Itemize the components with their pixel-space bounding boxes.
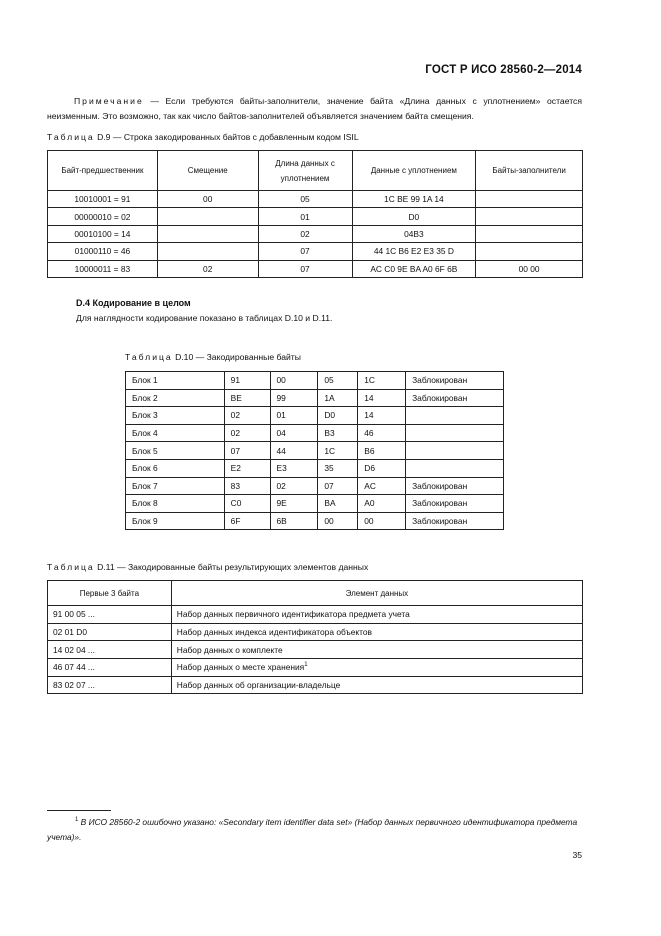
table-cell: D0	[352, 208, 476, 225]
table-cell: 00010100 = 14	[48, 225, 158, 242]
table-cell: 14	[358, 407, 406, 425]
table-cell	[406, 459, 504, 477]
table-cell: 02	[258, 225, 352, 242]
table-cell: BE	[224, 389, 270, 407]
table-cell: 44	[270, 442, 318, 460]
table-d9-caption-lead: Таблица	[47, 132, 95, 142]
cell-text: Набор данных о комплекте	[176, 644, 283, 655]
table-cell	[406, 407, 504, 425]
table-cell: Блок 1	[126, 372, 225, 390]
table-cell	[171, 606, 582, 624]
table-cell: B3	[318, 424, 358, 442]
footnote-number: 1	[75, 817, 79, 824]
table-cell: 1C	[358, 372, 406, 390]
table-cell: 05	[258, 191, 352, 208]
note-text: — Если требуются байты-заполнители, значение байта «Длина данных с уплотнением» остается неизменным. Это возможно, так как число байтов-заполнителей объявляется значением байта смещения.	[47, 96, 582, 121]
table-d11-caption-lead: Таблица	[47, 562, 95, 572]
table-cell: C0	[224, 495, 270, 513]
table-cell: 1C	[318, 442, 358, 460]
table-cell	[476, 191, 583, 208]
table-d11	[47, 580, 583, 694]
table-cell: Заблокирован	[406, 477, 504, 495]
table-cell: D6	[358, 459, 406, 477]
table-cell: AC	[358, 477, 406, 495]
table-cell: 10000011 = 83	[48, 260, 158, 277]
table-row	[48, 641, 583, 659]
table-cell	[171, 623, 582, 641]
footnote-ref: 1	[304, 662, 308, 669]
table-cell	[157, 225, 258, 242]
table-header-cell: Элемент данных	[171, 581, 582, 606]
table-cell: 91 00 05 ...	[48, 606, 172, 624]
table-cell	[406, 442, 504, 460]
table-row	[126, 424, 504, 442]
table-cell: 44 1C B6 E2 E3 35 D	[352, 243, 476, 260]
table-d11-caption	[47, 562, 368, 572]
table-cell: 83	[224, 477, 270, 495]
table-cell: 99	[270, 389, 318, 407]
table-cell	[476, 208, 583, 225]
table-cell: 07	[258, 243, 352, 260]
table-cell: 1A	[318, 389, 358, 407]
table-cell: 14 02 04 ...	[48, 641, 172, 659]
cell-text: Набор данных об организации-владельце	[176, 680, 341, 691]
table-cell: 05	[318, 372, 358, 390]
table-cell: 10010001 = 91	[48, 191, 158, 208]
table-cell: 00 00	[476, 260, 583, 277]
table-cell: 07	[318, 477, 358, 495]
table-cell: Блок 7	[126, 477, 225, 495]
table-cell: E3	[270, 459, 318, 477]
note-paragraph	[47, 94, 582, 124]
table-cell: 00	[270, 372, 318, 390]
table-row	[48, 606, 583, 624]
table-cell: 04	[270, 424, 318, 442]
table-cell: 02	[157, 260, 258, 277]
section-text: Для наглядности кодирование показано в таблицах D.10 и D.11.	[76, 313, 333, 323]
table-cell: BA	[318, 495, 358, 513]
table-row	[126, 372, 504, 390]
table-row	[126, 495, 504, 513]
table-cell: 1C BE 99 1A 14	[352, 191, 476, 208]
table-cell: 35	[318, 459, 358, 477]
table-cell	[157, 243, 258, 260]
table-d10-caption	[125, 352, 301, 362]
table-d9-caption	[47, 132, 359, 142]
table-row	[126, 477, 504, 495]
table-d10-caption-rest: D.10 — Закодированные байты	[172, 352, 301, 362]
table-cell: Блок 5	[126, 442, 225, 460]
footnote	[47, 815, 582, 845]
table-cell: 02	[270, 477, 318, 495]
note-lead: Примечание	[74, 96, 144, 106]
table-row	[126, 459, 504, 477]
table-d10-caption-lead: Таблица	[125, 352, 173, 362]
table-d9	[47, 150, 583, 278]
table-cell: 00	[318, 512, 358, 530]
table-cell: AC C0 9E BA A0 6F 6B	[352, 260, 476, 277]
table-cell: Заблокирован	[406, 512, 504, 530]
table-row	[48, 191, 583, 208]
table-cell: A0	[358, 495, 406, 513]
table-cell: 02 01 D0	[48, 623, 172, 641]
table-cell: 46 07 44 ...	[48, 659, 172, 677]
table-cell: Заблокирован	[406, 389, 504, 407]
table-row	[48, 659, 583, 677]
table-cell: Заблокирован	[406, 372, 504, 390]
table-d9-caption-rest: D.9 — Строка закодированных байтов с добавленным кодом ISIL	[94, 132, 359, 142]
table-header-cell: Байт-предшественник	[48, 151, 158, 191]
table-cell: Блок 8	[126, 495, 225, 513]
table-header-cell: Байты-заполнители	[476, 151, 583, 191]
cell-text: Набор данных индекса идентификатора объектов	[176, 627, 373, 638]
table-row	[126, 512, 504, 530]
table-cell: 01000110 = 46	[48, 243, 158, 260]
table-row	[126, 407, 504, 425]
table-cell: 14	[358, 389, 406, 407]
table-row	[126, 442, 504, 460]
table-cell	[406, 424, 504, 442]
table-cell: 04B3	[352, 225, 476, 242]
table-row	[48, 623, 583, 641]
table-cell: 01	[270, 407, 318, 425]
footnote-text: В ИСО 28560-2 ошибочно указано: «Secondary item identifier data set» (Набор данных первичного идентификатора предмета учета)».	[47, 817, 578, 842]
table-cell: Блок 4	[126, 424, 225, 442]
table-cell	[476, 243, 583, 260]
table-cell: Блок 6	[126, 459, 225, 477]
table-cell: 6F	[224, 512, 270, 530]
table-row	[48, 260, 583, 277]
table-cell: Блок 3	[126, 407, 225, 425]
table-header-row	[48, 151, 583, 191]
table-row	[126, 389, 504, 407]
cell-text: Набор данных первичного идентификатора предмета учета	[176, 609, 410, 620]
section-heading: D.4 Кодирование в целом	[76, 298, 191, 308]
table-header-row	[48, 581, 583, 606]
table-cell: 6B	[270, 512, 318, 530]
table-row	[48, 225, 583, 242]
cell-text: Набор данных о месте хранения	[176, 662, 305, 673]
footnote-divider	[47, 810, 111, 811]
table-cell: 91	[224, 372, 270, 390]
table-cell	[171, 659, 582, 677]
table-header-cell: Длина данных с уплотнением	[258, 151, 352, 191]
table-cell: 83 02 07 ...	[48, 676, 172, 694]
table-cell: E2	[224, 459, 270, 477]
table-cell: D0	[318, 407, 358, 425]
table-cell: B6	[358, 442, 406, 460]
document-header-title: ГОСТ Р ИСО 28560-2—2014	[425, 64, 582, 76]
table-cell: 07	[224, 442, 270, 460]
table-header-cell: Первые 3 байта	[48, 581, 172, 606]
table-cell: Блок 9	[126, 512, 225, 530]
table-d10	[125, 371, 504, 530]
table-d11-caption-rest: D.11 — Закодированные байты результирующих элементов данных	[94, 562, 369, 572]
table-row	[48, 208, 583, 225]
table-row	[48, 243, 583, 260]
table-row	[48, 676, 583, 694]
table-cell: 00000010 = 02	[48, 208, 158, 225]
table-cell	[476, 225, 583, 242]
table-cell: Заблокирован	[406, 495, 504, 513]
table-cell: 9E	[270, 495, 318, 513]
table-cell: 00	[157, 191, 258, 208]
table-cell: 46	[358, 424, 406, 442]
table-header-cell: Данные с уплотнением	[352, 151, 476, 191]
table-cell: 00	[358, 512, 406, 530]
table-cell	[171, 641, 582, 659]
table-cell: 01	[258, 208, 352, 225]
table-header-cell: Смещение	[157, 151, 258, 191]
table-cell: 02	[224, 407, 270, 425]
table-cell: Блок 2	[126, 389, 225, 407]
table-cell	[157, 208, 258, 225]
page-number: 35	[572, 850, 582, 860]
table-cell: 07	[258, 260, 352, 277]
table-cell: 02	[224, 424, 270, 442]
table-cell	[171, 676, 582, 694]
